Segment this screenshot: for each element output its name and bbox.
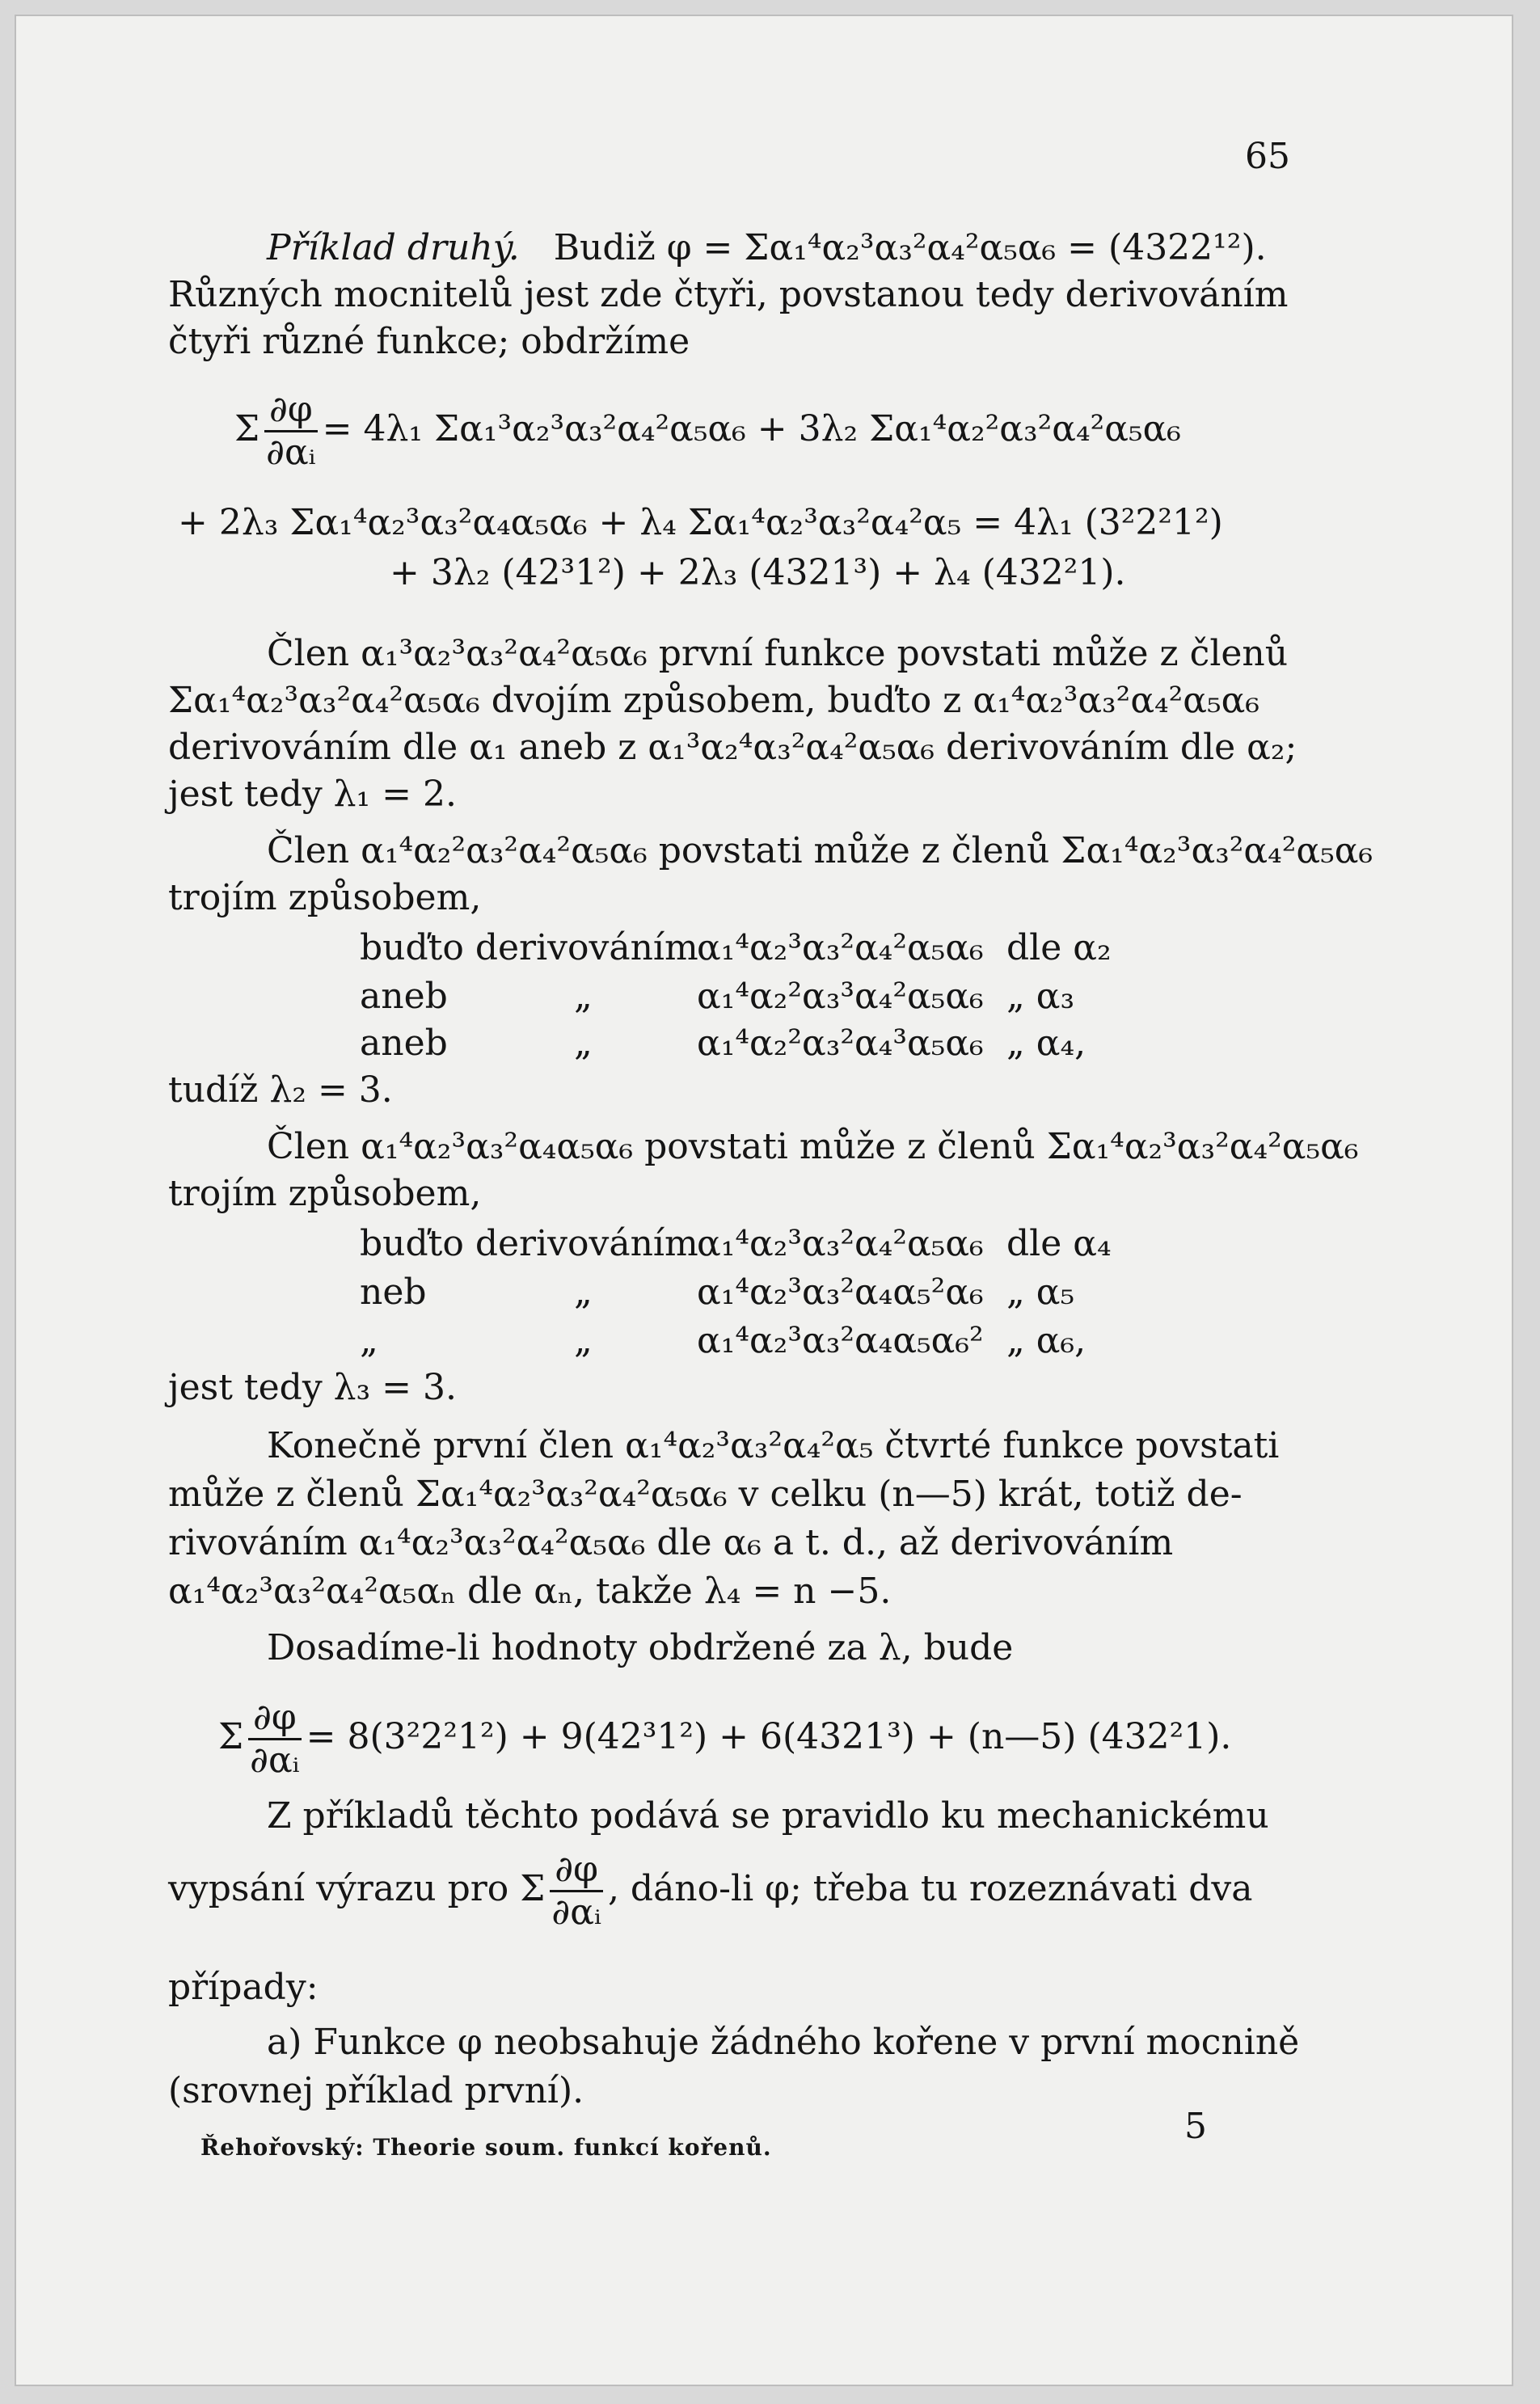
- para-4-line-1: Konečně první člen α₁⁴α₂³α₃²α₄²α₅ čtvrté funkce povstati: [267, 1425, 1280, 1466]
- para-2-row-2-label: aneb: [360, 976, 448, 1017]
- para-2-row-3-label: aneb: [360, 1023, 448, 1064]
- para-2-row-3-term: α₁⁴α₂²α₃²α₄³α₅α₆: [697, 1023, 984, 1064]
- para-3-result: jest tedy λ₃ = 3.: [168, 1367, 458, 1408]
- book-page: [16, 16, 1512, 2385]
- intro-line-2: Různých mocnitelů jest zde čtyři, povstanou tedy derivováním: [168, 274, 1289, 315]
- sigma-symbol-2: Σ: [218, 1716, 244, 1757]
- equation-1-line-3: + 3λ₂ (42³1²) + 2λ₃ (4321³) + λ₄ (432²1).: [390, 552, 1126, 593]
- footer-signature: Řehořovský: Theorie soum. funkcí kořenů.: [200, 2134, 772, 2161]
- page-number: 65: [1245, 136, 1290, 177]
- para-2-result: tudíž λ₂ = 3.: [168, 1069, 393, 1111]
- para-3-row-3-var: „ α₆,: [1006, 1320, 1086, 1361]
- para-3-row-2-ditto: „: [574, 1272, 593, 1313]
- para-2-row-2-var: „ α₃: [1006, 976, 1075, 1017]
- para-2-row-3-ditto: „: [574, 1023, 593, 1064]
- para-4-line-4: α₁⁴α₂³α₃²α₄²α₅αₙ dle αₙ, takže λ₄ = n −5.: [168, 1571, 892, 1612]
- para-6-line-3: případy:: [168, 1967, 319, 2008]
- para-3-row-1-label: buďto derivováním: [360, 1223, 698, 1264]
- fraction-numerator-2: ∂φ: [248, 1698, 302, 1740]
- para-3-row-1-term: α₁⁴α₂³α₃²α₄²α₅α₆: [697, 1223, 984, 1264]
- equation-1-line-1: [234, 390, 1181, 473]
- equation-2-rhs: = 8(3²2²1²) + 9(42³1²) + 6(4321³) + (n—5) (432²1).: [306, 1716, 1232, 1757]
- para-2-row-1-label: buďto derivováním: [360, 927, 698, 968]
- para-7-line-1: a) Funkce φ neobsahuje žádného kořene v první mocnině: [267, 2022, 1300, 2063]
- fraction-denominator-3: ∂αᵢ: [551, 1892, 601, 1933]
- intro-line-1: [267, 225, 1267, 272]
- para-1-line-1: Člen α₁³α₂³α₃²α₄²α₅α₆ první funkce povstati může z členů: [267, 633, 1289, 674]
- fraction-dphi-dalpha-3: [550, 1849, 603, 1933]
- para-2-line-2: trojím způsobem,: [168, 877, 482, 918]
- fraction-denominator: ∂αᵢ: [266, 432, 316, 473]
- para-2-row-1-term: α₁⁴α₂³α₃²α₄²α₅α₆: [697, 927, 984, 968]
- fraction-dphi-dalpha-2: [248, 1698, 302, 1781]
- para-3-row-1-var: dle α₄: [1006, 1223, 1112, 1264]
- intro-line-3: čtyři různé funkce; obdržíme: [168, 321, 690, 362]
- para-1-line-2: Σα₁⁴α₂³α₃²α₄²α₅α₆ dvojím způsobem, buďto z α₁⁴α₂³α₃²α₄²α₅α₆: [168, 680, 1260, 721]
- para-3-row-3-term: α₁⁴α₂³α₃²α₄α₅α₆²: [697, 1320, 984, 1361]
- sigma-symbol-3: Σ: [520, 1868, 546, 1909]
- para-5-line: Dosadíme-li hodnoty obdržené za λ, bude: [267, 1627, 1014, 1668]
- para-1-line-3: derivováním dle α₁ aneb z α₁³α₂⁴α₃²α₄²α₅α₆ derivováním dle α₂;: [168, 727, 1297, 768]
- fraction-denominator-2: ∂αᵢ: [250, 1740, 300, 1781]
- para-4-line-2: může z členů Σα₁⁴α₂³α₃²α₄²α₅α₆ v celku (n—5) krát, totiž de-: [168, 1474, 1243, 1515]
- para-2-line-1: Člen α₁⁴α₂²α₃²α₄²α₅α₆ povstati může z členů Σα₁⁴α₂³α₃²α₄²α₅α₆: [267, 830, 1373, 871]
- para-3-line-1: Člen α₁⁴α₂³α₃²α₄α₅α₆ povstati může z členů Σα₁⁴α₂³α₃²α₄²α₅α₆: [267, 1126, 1359, 1167]
- para-3-line-2: trojím způsobem,: [168, 1173, 482, 1214]
- para-6-line-2-a: vypsání výrazu pro: [168, 1868, 509, 1909]
- equation-1-rhs: = 4λ₁ Σα₁³α₂³α₃²α₄²α₅α₆ + 3λ₂ Σα₁⁴α₂²α₃²α₄²α₅α₆: [322, 408, 1181, 449]
- fraction-dphi-dalpha: [264, 390, 318, 473]
- para-3-row-3-label: „: [360, 1320, 378, 1361]
- para-4-line-3: rivováním α₁⁴α₂³α₃²α₄²α₅α₆ dle α₆ a t. d., až derivováním: [168, 1522, 1174, 1563]
- para-6-line-2-b: , dáno-li φ; třeba tu rozeznávati dva: [607, 1868, 1253, 1909]
- para-3-row-3-ditto: „: [574, 1320, 593, 1361]
- para-3-row-2-term: α₁⁴α₂³α₃²α₄α₅²α₆: [697, 1272, 984, 1313]
- equation-1-line-2: + 2λ₃ Σα₁⁴α₂³α₃²α₄α₅α₆ + λ₄ Σα₁⁴α₂³α₃²α₄²α₅ = 4λ₁ (3²2²1²): [178, 502, 1223, 543]
- intro-line-1-rest: Budiž φ = Σα₁⁴α₂³α₃²α₄²α₅α₆ = (4322¹²).: [553, 227, 1267, 268]
- para-6-line-2: [168, 1849, 1252, 1933]
- para-6-line-1: Z příkladů těchto podává se pravidlo ku mechanickému: [267, 1795, 1269, 1837]
- para-2-row-3-var: „ α₄,: [1006, 1023, 1086, 1064]
- para-1-line-4: jest tedy λ₁ = 2.: [168, 774, 458, 815]
- para-3-row-2-var: „ α₅: [1006, 1272, 1075, 1313]
- example-title: Příklad druhý.: [267, 227, 520, 268]
- signature-mark: 5: [1184, 2106, 1207, 2147]
- para-2-row-2-term: α₁⁴α₂²α₃³α₄²α₅α₆: [697, 976, 984, 1017]
- fraction-numerator: ∂φ: [264, 390, 318, 432]
- para-2-row-1-var: dle α₂: [1006, 927, 1112, 968]
- para-7-line-2: (srovnej příklad první).: [168, 2070, 584, 2111]
- para-2-row-2-ditto: „: [574, 976, 593, 1017]
- fraction-numerator-3: ∂φ: [550, 1849, 603, 1892]
- para-3-row-2-label: neb: [360, 1272, 427, 1313]
- sigma-symbol: Σ: [234, 408, 260, 449]
- equation-2: [218, 1698, 1231, 1781]
